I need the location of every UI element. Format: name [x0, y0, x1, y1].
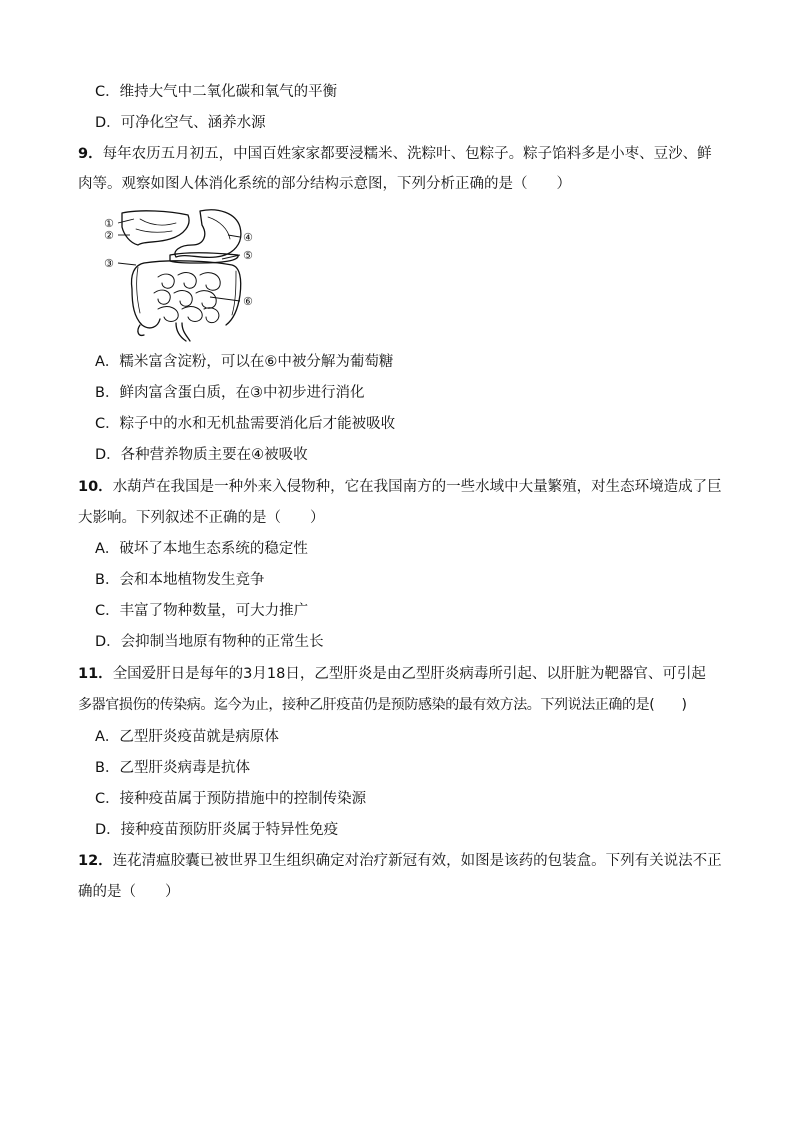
q10-option-d: D．会抑制当地原有物种的正常生长: [95, 634, 324, 650]
diagram-label-1: ①: [104, 217, 114, 230]
q9-option-a: A．糯米富含淀粉，可以在⑥中被分解为葡萄糖: [95, 354, 394, 370]
q9-stem-text1: 每年农历五月初五，中国百姓家家都要浸糯米、洗粽叶、包粽子。粽子馅料多是小枣、豆沙、鲜: [102, 146, 712, 162]
q10-option-b: B．会和本地植物发生竞争: [95, 572, 265, 588]
q11-stem-line2: 多器官损伤的传染病。迄今为止，接种乙肝疫苗仍是预防感染的最有效方法。下列说法正确的是( ): [78, 697, 687, 713]
q9-option-b: B．鲜肉富含蛋白质，在③中初步进行消化: [95, 385, 365, 401]
q12-stem-text1: 连花清瘟胶囊已被世界卫生组织确定对治疗新冠有效，如图是该药的包装盒。下列有关说法不正: [112, 853, 722, 869]
q11-option-a: A．乙型肝炎疫苗就是病原体: [95, 729, 279, 745]
q10-number: 10．: [78, 479, 113, 495]
diagram-label-4: ④: [243, 231, 253, 244]
q11-number: 11．: [78, 666, 113, 682]
diagram-label-2: ②: [104, 229, 114, 242]
q9-number: 9．: [78, 146, 103, 162]
q10-stem-text1: 水葫芦在我国是一种外来入侵物种，它在我国南方的一些水域中大量繁殖，对生态环境造成了巨: [112, 479, 722, 495]
q9-option-d: D．各种营养物质主要在④被吸收: [95, 447, 308, 463]
small-intestine-shape: [154, 273, 220, 323]
q12-stem-line2: 确的是（ ）: [78, 884, 180, 900]
q11-option-d: D．接种疫苗预防肝炎属于特异性免疫: [95, 822, 339, 838]
q8-option-d: D．可净化空气、涵养水源: [95, 115, 266, 131]
q11-option-c: C．接种疫苗属于预防措施中的控制传染源: [95, 791, 367, 807]
q12-number: 12．: [78, 853, 113, 869]
q10-stem-line1: [78, 477, 722, 497]
diagram-label-3: ③: [104, 257, 114, 270]
q10-option-a: A．破坏了本地生态系统的稳定性: [95, 541, 308, 557]
q9-stem-line1: [78, 144, 712, 164]
diagram-label-5: ⑤: [243, 249, 253, 262]
q8-option-c: C．维持大气中二氧化碳和氧气的平衡: [95, 84, 338, 100]
q11-stem-line1: [78, 664, 706, 684]
q11-stem-text1: 全国爱肝日是每年的3月18日，乙型肝炎是由乙型肝炎病毒所引起、以肝脏为靶器官、可引起: [112, 666, 706, 682]
q9-stem-line2: 肉等。观察如图人体消化系统的部分结构示意图，下列分析正确的是（ ）: [78, 176, 571, 192]
q11-option-b: B．乙型肝炎病毒是抗体: [95, 760, 250, 776]
large-intestine-shape: [132, 263, 161, 328]
liver-shape: [122, 211, 189, 245]
q12-stem-line1: [78, 851, 722, 871]
q10-option-c: C．丰富了物种数量，可大力推广: [95, 603, 309, 619]
digestive-system-diagram: [100, 205, 270, 345]
diagram-label-6: ⑥: [243, 295, 253, 308]
q9-option-c: C．粽子中的水和无机盐需要消化后才能被吸收: [95, 416, 396, 432]
q10-stem-line2: 大影响。下列叙述不正确的是（ ）: [78, 510, 325, 526]
